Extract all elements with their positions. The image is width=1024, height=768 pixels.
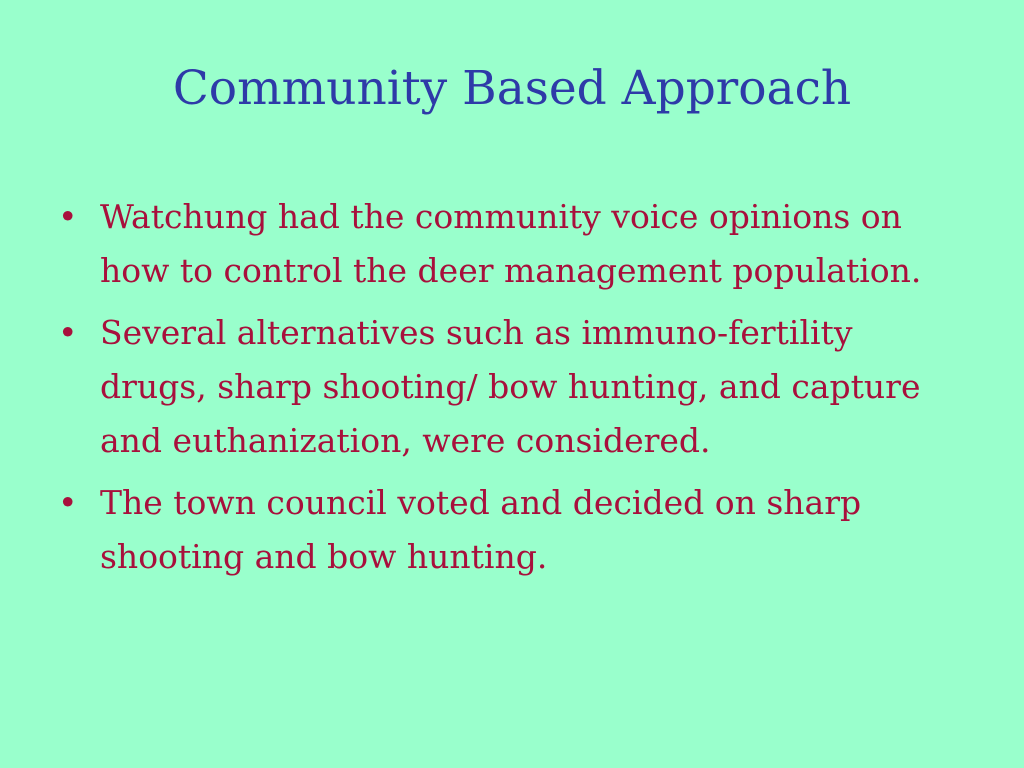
bullet-item: [58, 306, 958, 468]
bullet-item: [58, 190, 958, 298]
slide-title: Community Based Approach: [172, 61, 852, 116]
bullet-icon: •: [58, 197, 78, 236]
bullet-item: [58, 476, 958, 584]
bullet-icon: •: [58, 313, 78, 352]
bullet-icon: •: [58, 483, 78, 522]
bullet-text: The town council voted and decided on sharp shooting and bow hunting.: [100, 483, 862, 576]
bullet-text: Several alternatives such as immuno-fertility drugs, sharp shooting/ bow hunting, and capture and euthanization, were considered.: [100, 313, 921, 460]
bullet-text: Watchung had the community voice opinions on how to control the deer management population.: [100, 197, 922, 290]
bullet-list: [58, 190, 958, 592]
